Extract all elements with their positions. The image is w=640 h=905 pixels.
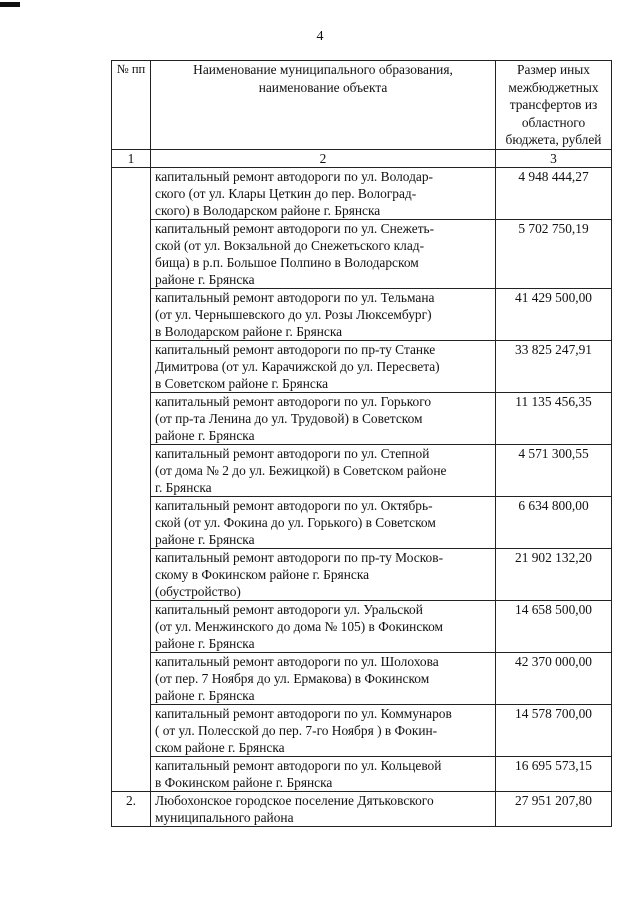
object-name-line: капитальный ремонт автодороги по пр-ту Станке [155, 341, 436, 357]
object-name-line: капитальный ремонт автодороги по ул. Кольцевой [155, 757, 442, 773]
object-name [151, 756, 496, 791]
scan-artifact-mark [0, 2, 20, 7]
object-name-line: капитальный ремонт автодороги по ул. Октябрь- [155, 497, 433, 513]
object-name-line: капитальный ремонт автодороги по ул. Степной [155, 445, 430, 461]
object-name-line: скому в Фокинском районе г. Брянска [155, 566, 370, 582]
object-name [151, 600, 496, 652]
object-name [151, 444, 496, 496]
object-name-line: в Советском районе г. Брянска [155, 375, 329, 391]
object-name-line: в Фокинском районе г. Брянска [155, 774, 333, 790]
transfer-amount: 16 695 573,15 [496, 756, 612, 791]
transfer-amount: 11 135 456,35 [496, 392, 612, 444]
table-row [112, 791, 612, 826]
row-number [112, 548, 151, 600]
row-number [112, 288, 151, 340]
object-name [151, 704, 496, 756]
column-number: 3 [496, 149, 612, 167]
object-name [151, 548, 496, 600]
page-number: 4 [316, 29, 324, 44]
row-number [112, 652, 151, 704]
table-row [112, 167, 612, 219]
object-name-line: капитальный ремонт автодороги по ул. Снежеть- [155, 220, 435, 236]
column-numbers-row [112, 149, 612, 167]
transfer-amount: 14 578 700,00 [496, 704, 612, 756]
object-name-line: капитальный ремонт автодороги по ул. Горького [155, 393, 432, 409]
object-name [151, 288, 496, 340]
object-name-line: капитальный ремонт автодороги по ул. Коммунаров [155, 705, 452, 721]
object-name-line: капитальный ремонт автодороги по пр-ту Москов- [155, 549, 444, 565]
object-name-line: (обустройство) [155, 583, 241, 599]
table-row [112, 548, 612, 600]
transfer-amount: 33 825 247,91 [496, 340, 612, 392]
object-name [151, 167, 496, 219]
header-amount: Размер иных межбюджетных трансфертов из областного бюджета, рублей [496, 61, 612, 150]
table-row [112, 340, 612, 392]
object-name-line: (от пр-та Ленина до ул. Трудовой) в Советском [155, 410, 423, 426]
object-name-line: (от пер. 7 Ноября до ул. Ермакова) в Фокинском [155, 670, 430, 686]
transfer-amount: 42 370 000,00 [496, 652, 612, 704]
object-name-line: Димитрова (от ул. Карачижской до ул. Пересвета) [155, 358, 440, 374]
table-row [112, 288, 612, 340]
object-name-line: капитальный ремонт автодороги ул. Уральской [155, 601, 423, 617]
row-number [112, 340, 151, 392]
transfer-amount: 21 902 132,20 [496, 548, 612, 600]
row-number [112, 756, 151, 791]
table-row [112, 756, 612, 791]
header-number: № пп [112, 61, 151, 150]
object-name-line: ском районе г. Брянска [155, 739, 285, 755]
object-name-line: районе г. Брянска [155, 687, 255, 703]
object-name-line: в Володарском районе г. Брянска [155, 323, 343, 339]
table-row [112, 219, 612, 288]
object-name-line: районе г. Брянска [155, 635, 255, 651]
object-name-line: районе г. Брянска [155, 271, 255, 287]
object-name-line: муниципального района [155, 809, 294, 825]
transfer-amount: 4 948 444,27 [496, 167, 612, 219]
row-number [112, 219, 151, 288]
transfer-amount: 14 658 500,00 [496, 600, 612, 652]
object-name-line: ( от ул. Полесской до пер. 7-го Ноября ) в Фокин- [155, 722, 438, 738]
row-number [112, 704, 151, 756]
object-name [151, 652, 496, 704]
object-name-line: (от ул. Чернышевского до ул. Розы Люксембург) [155, 306, 432, 322]
table-row [112, 600, 612, 652]
object-name [151, 791, 496, 826]
row-number [112, 167, 151, 219]
object-name [151, 496, 496, 548]
object-name-line: г. Брянска [155, 479, 212, 495]
object-name-line: ского (от ул. Клары Цеткин до пер. Волоград- [155, 185, 417, 201]
column-number: 2 [151, 149, 496, 167]
transfer-amount: 5 702 750,19 [496, 219, 612, 288]
header-name: Наименование муниципального образования, наименование объекта [151, 61, 496, 150]
object-name-line: районе г. Брянска [155, 427, 255, 443]
object-name [151, 340, 496, 392]
row-number [112, 496, 151, 548]
object-name-line: бища) в р.п. Большое Полпино в Володарском [155, 254, 419, 270]
row-number [112, 392, 151, 444]
table-row [112, 652, 612, 704]
transfer-amount: 4 571 300,55 [496, 444, 612, 496]
object-name-line: (от ул. Менжинского до дома № 105) в Фокинском [155, 618, 444, 634]
table-body [112, 167, 612, 826]
transfer-amount: 27 951 207,80 [496, 791, 612, 826]
table-row [112, 496, 612, 548]
object-name-line: капитальный ремонт автодороги по ул. Володар- [155, 168, 433, 184]
table-header-row [112, 61, 612, 150]
transfer-amount: 41 429 500,00 [496, 288, 612, 340]
object-name-line: (от дома № 2 до ул. Бежицкой) в Советском районе [155, 462, 447, 478]
object-name-line: районе г. Брянска [155, 531, 255, 547]
table-row [112, 392, 612, 444]
object-name-line: капитальный ремонт автодороги по ул. Тельмана [155, 289, 435, 305]
row-number: 2. [112, 791, 151, 826]
table-row [112, 704, 612, 756]
column-number: 1 [112, 149, 151, 167]
object-name-line: ской (от ул. Вокзальной до Снежетьского клад- [155, 237, 425, 253]
budget-transfers-table [111, 60, 612, 827]
object-name [151, 219, 496, 288]
row-number [112, 444, 151, 496]
transfer-amount: 6 634 800,00 [496, 496, 612, 548]
row-number [112, 600, 151, 652]
object-name-line: ского) в Володарском районе г. Брянска [155, 202, 381, 218]
object-name-line: капитальный ремонт автодороги по ул. Шолохова [155, 653, 439, 669]
object-name [151, 392, 496, 444]
table-row [112, 444, 612, 496]
object-name-line: Любохонское городское поселение Дятьковского [155, 792, 434, 808]
object-name-line: ской (от ул. Фокина до ул. Горького) в Советском [155, 514, 436, 530]
